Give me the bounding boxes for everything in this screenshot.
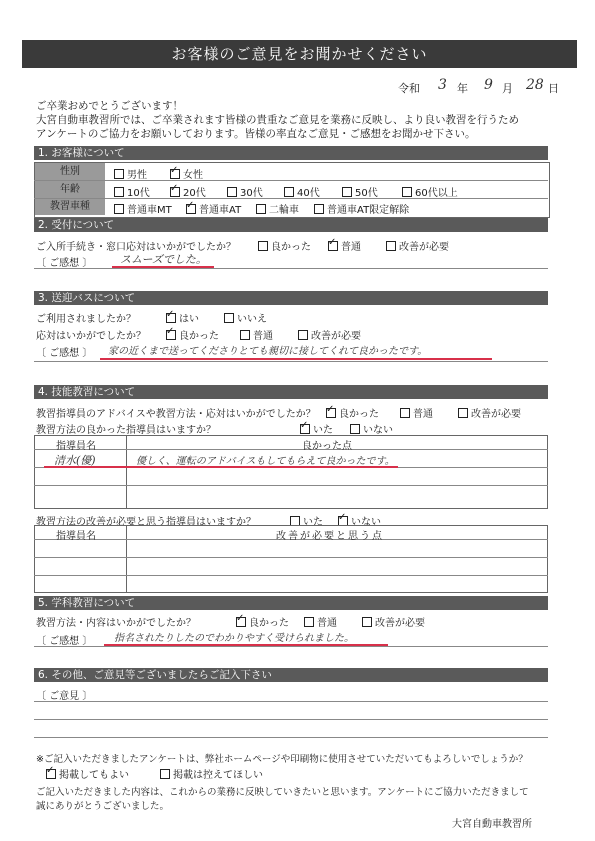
checkbox-icon[interactable] [314,204,324,214]
section-3-heading: 3. 送迎バスについて [34,291,548,305]
checkbox-icon[interactable] [114,204,124,214]
checkbox-icon[interactable] [284,187,294,197]
checkbox-icon[interactable] [227,187,237,197]
checkbox-icon[interactable] [350,424,360,434]
option-mt[interactable]: 普通車MT [114,201,172,216]
intro-line-3: アンケートのご協力をお願いしております。皆様の率直なご意見・ご感想をお聞かせ下さい。 [36,128,476,140]
good-instructor-yes[interactable]: ✓ いた [300,421,333,436]
lecture-comment-label: 〔 ご感想 〕 [36,636,93,647]
intro-line-1: ご卒業おめでとうございます！ [36,100,183,112]
checkbox-icon[interactable] [160,769,170,779]
date-day-unit: 日 [548,82,559,95]
opinion-line[interactable] [34,701,548,702]
reception-normal[interactable]: ✓ 普通 [328,238,361,253]
checkbox-checked-icon[interactable] [46,769,56,779]
improve-instructor-yes[interactable]: いた [290,513,323,528]
bus-service-good[interactable]: ✓ 良かった [166,327,219,342]
option-age-60plus[interactable]: 60代以上 [402,184,458,199]
checkbox-checked-icon[interactable] [328,241,338,251]
lecture-good[interactable]: ✓ 良かった [236,614,289,629]
reception-comment[interactable]: スムーズでした。 [120,253,207,266]
checkbox-icon[interactable] [256,204,266,214]
bus-usage-no[interactable]: いいえ [224,310,267,325]
red-underline [44,466,398,468]
checkbox-icon[interactable] [458,408,468,418]
bus-service-normal[interactable]: 普通 [240,327,273,342]
good-instructor-question: 教習方法の良かった指導員はいますか？ [36,425,216,436]
date-era: 令和 [398,82,420,95]
checkbox-icon[interactable] [304,617,314,627]
section-1-heading: 1. お客様について [34,146,548,160]
section-2-heading: 2. 受付について [34,218,548,232]
gender-label: 性別 [35,163,105,180]
date-day[interactable]: 28 [526,77,544,93]
lecture-normal[interactable]: 普通 [304,614,337,629]
skill-advice-improve[interactable]: 改善が必要 [458,405,521,420]
good-instructor-table [34,435,548,509]
bus-comment-label: 〔 ご感想 〕 [36,348,93,359]
bus-usage-question: ご利用されましたか？ [36,314,136,325]
good-instructor-no[interactable]: いない [350,421,393,436]
option-age-10s[interactable]: 10代 [114,184,150,199]
section-4-heading: 4. 技能教習について [34,385,548,399]
checkbox-icon[interactable] [298,330,308,340]
checkbox-icon[interactable] [402,187,412,197]
reception-question: ご入所手続き・窓口応対はいかがでしたか？ [36,242,236,253]
checkbox-checked-icon[interactable] [170,169,180,179]
option-age-50s[interactable]: 50代 [342,184,378,199]
option-female[interactable]: ✓ 女性 [170,166,203,181]
consent-question: ※ご記入いただきましたアンケートは、弊社ホームページや印刷物に使用させていただいてもよろしいでしょうか？ [36,754,528,765]
date-month[interactable]: 9 [484,77,493,93]
checkbox-icon[interactable] [400,408,410,418]
checkbox-checked-icon[interactable] [236,617,246,627]
reception-good[interactable]: 良かった [258,238,311,253]
skill-advice-normal[interactable]: 普通 [400,405,433,420]
bus-service-question: 応対はいかがでしたか？ [36,331,146,342]
intro-line-2: 大宮自動車教習所では、ご卒業されます皆様の貴重なご意見を業務に反映し、より良い教習を行うため [36,114,519,126]
opinion-label: 〔 ご意見 〕 [36,691,93,702]
age-label: 年齢 [35,181,105,198]
opinion-line[interactable] [34,737,548,738]
table2-col-instructor: 指導員名 [56,531,96,542]
reception-improve[interactable]: 改善が必要 [386,238,449,253]
table1-col-good-points: 良かった点 [302,441,352,452]
opinion-line[interactable] [34,719,548,720]
improve-instructor-no[interactable]: ✓ いない [338,513,381,528]
date-year-unit: 年 [457,82,468,95]
red-underline [100,358,492,360]
option-age-20s[interactable]: ✓ 20代 [170,184,206,199]
option-age-40s[interactable]: 40代 [284,184,320,199]
checkbox-icon[interactable] [224,313,234,323]
bus-usage-yes[interactable]: ✓ はい [166,310,199,325]
checkbox-checked-icon[interactable] [166,330,176,340]
vehicle-label: 教習車種 [35,199,105,215]
good-instructor-name[interactable]: 清水(優) [54,454,96,467]
checkbox-checked-icon[interactable] [326,408,336,418]
lecture-improve[interactable]: 改善が必要 [362,614,425,629]
consent-allow[interactable]: ✓掲載してもよい [46,766,129,781]
option-male[interactable]: 男性 [114,166,147,181]
option-motorcycle[interactable]: 二輪車 [256,201,299,216]
checkbox-icon[interactable] [240,330,250,340]
checkbox-icon[interactable] [114,187,124,197]
date-month-unit: 月 [502,82,513,95]
date-year[interactable]: 3 [438,77,447,93]
option-at-limit-removal[interactable]: 普通車AT限定解除 [314,201,409,216]
section-6-heading: 6. その他、ご意見等ございましたらご記入下さい [34,668,548,682]
skill-advice-good[interactable]: ✓ 良かった [326,405,379,420]
table2-col-improve-points: 改善が必要と思う点 [276,531,384,542]
checkbox-icon[interactable] [258,241,268,251]
checkbox-checked-icon[interactable] [166,313,176,323]
checkbox-icon[interactable] [386,241,396,251]
checkbox-icon[interactable] [362,617,372,627]
closing-line-1: ご記入いただきました内容は、これからの業務に反映していきたいと思います。アンケートにご協力いただきまして [36,787,529,798]
checkbox-checked-icon[interactable] [186,204,196,214]
form-title: お客様のご意見をお聞かせください [22,40,577,68]
bus-comment[interactable]: 家の近くまで送ってくださりとても親切に接してくれて良かったです。 [108,346,428,357]
consent-decline[interactable]: 掲載は控えてほしい [160,766,263,781]
closing-line-2: 誠にありがとうございました。 [36,801,170,812]
table1-col-instructor: 指導員名 [56,441,96,452]
option-age-30s[interactable]: 30代 [227,184,263,199]
good-instructor-point[interactable]: 優しく、運転のアドバイスもしてもらえて良かったです。 [136,456,395,467]
reception-comment-label: 〔 ご感想 〕 [36,258,93,269]
lecture-comment[interactable]: 指名されたりしたのでわかりやすく受けられました。 [114,633,354,644]
improve-instructor-question: 教習方法の改善が必要と思う指導員はいますか？ [36,517,256,528]
checkbox-checked-icon[interactable] [300,424,310,434]
lecture-question: 教習方法・内容はいかがでしたか？ [36,618,196,629]
checkbox-icon[interactable] [114,169,124,179]
section-5-heading: 5. 学科教習について [34,596,548,610]
checkbox-checked-icon[interactable] [170,187,180,197]
skill-advice-question: 教習指導員のアドバイスや教習方法・応対はいかがでしたか？ [36,409,316,420]
checkbox-icon[interactable] [342,187,352,197]
bus-service-improve[interactable]: 改善が必要 [298,327,361,342]
school-signature: 大宮自動車教習所 [452,819,532,830]
option-at[interactable]: ✓ 普通車AT [186,201,241,216]
